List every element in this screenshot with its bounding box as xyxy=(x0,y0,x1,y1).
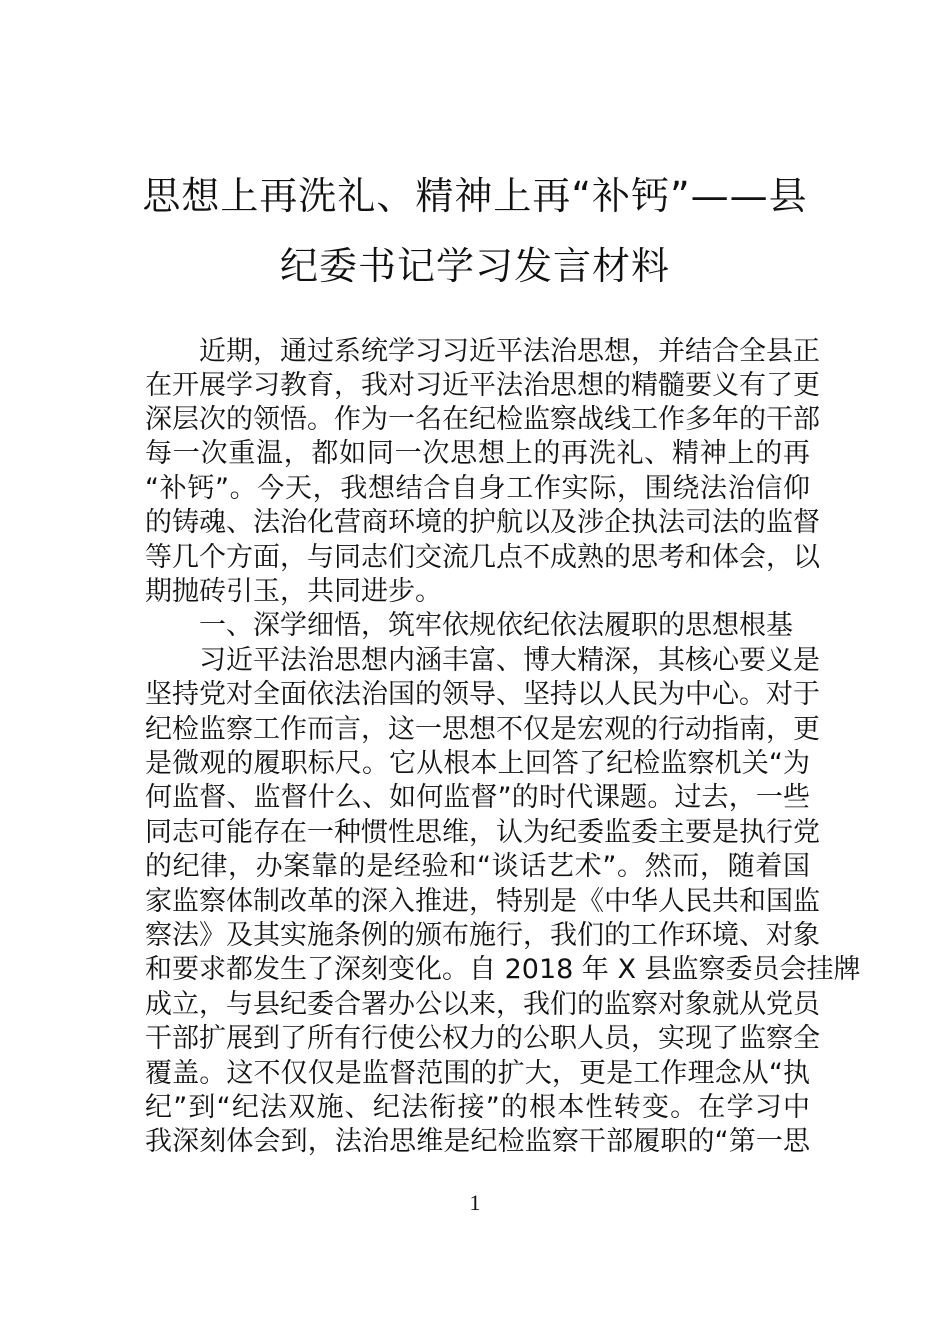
paragraph-line: “补钙”。今天，我想结合自身工作实际，围绕法治信仰 xyxy=(145,473,810,504)
paragraph-line: 坚持党对全面依法治国的领导、坚持以人民为中心。对于 xyxy=(145,679,820,710)
paragraph-line: 近期，通过系统学习习近平法治思想，并结合全县正 xyxy=(199,336,820,367)
paragraph-line: 等几个方面，与同志们交流几点不成熟的思考和体会，以 xyxy=(145,542,820,573)
paragraph-line: 的纪律，办案靠的是经验和“谈话艺术”。然而，随着国 xyxy=(145,851,810,882)
paragraph-line: 成立，与县纪委合署办公以来，我们的监察对象就从党员 xyxy=(145,989,820,1020)
paragraph-line: 覆盖。这不仅仅是监督范围的扩大，更是工作理念从“执 xyxy=(145,1058,810,1089)
paragraph-line: 干部扩展到了所有行使公权力的公职人员，实现了监察全 xyxy=(145,1023,820,1054)
section-heading: 一、深学细悟，筑牢依规依纪依法履职的思想根基 xyxy=(199,610,793,641)
paragraph-line: 同志可能存在一种惯性思维，认为纪委监委主要是执行党 xyxy=(145,817,820,848)
paragraph-line: 纪”到“纪法双施、纪法衔接”的根本性转变。在学习中 xyxy=(145,1092,810,1123)
title-line-2: 纪委书记学习发言材料 xyxy=(279,244,670,288)
paragraph-line: 纪检监察工作而言，这一思想不仅是宏观的行动指南，更 xyxy=(145,714,820,745)
paragraph-line: 家监察体制改革的深入推进，特别是《中华人民共和国监 xyxy=(145,886,820,917)
paragraph-line: 何监督、监督什么、如何监督”的时代课题。过去，一些 xyxy=(145,782,810,813)
paragraph-line: 的铸魂、法治化营商环境的护航以及涉企执法司法的监督 xyxy=(145,507,820,538)
paragraph-line: 察法》及其实施条例的颁布施行，我们的工作环境、对象 xyxy=(145,920,820,951)
paragraph-line: 我深刻体会到，法治思维是纪检监察干部履职的“第一思 xyxy=(145,1126,810,1157)
page-number: 1 xyxy=(469,1190,481,1215)
paragraph-line: 是微观的履职标尺。它从根本上回答了纪检监察机关“为 xyxy=(145,748,810,779)
title-line-1: 思想上再洗礼、精神上再“补钙”——县 xyxy=(142,174,808,218)
paragraph-line: 期抛砖引玉，共同进步。 xyxy=(145,576,442,607)
paragraph-line: 每一次重温，都如同一次思想上的再洗礼、精神上的再 xyxy=(145,438,810,469)
paragraph-line: 在开展学习教育，我对习近平法治思想的精髓要义有了更 xyxy=(145,370,820,401)
paragraph-line: 和要求都发生了深刻变化。自 2018 年 X 县监察委员会挂牌 xyxy=(145,954,861,985)
paragraph-line: 习近平法治思想内涵丰富、博大精深，其核心要义是 xyxy=(199,645,820,676)
paragraph-line: 深层次的领悟。作为一名在纪检监察战线工作多年的干部 xyxy=(145,404,820,435)
